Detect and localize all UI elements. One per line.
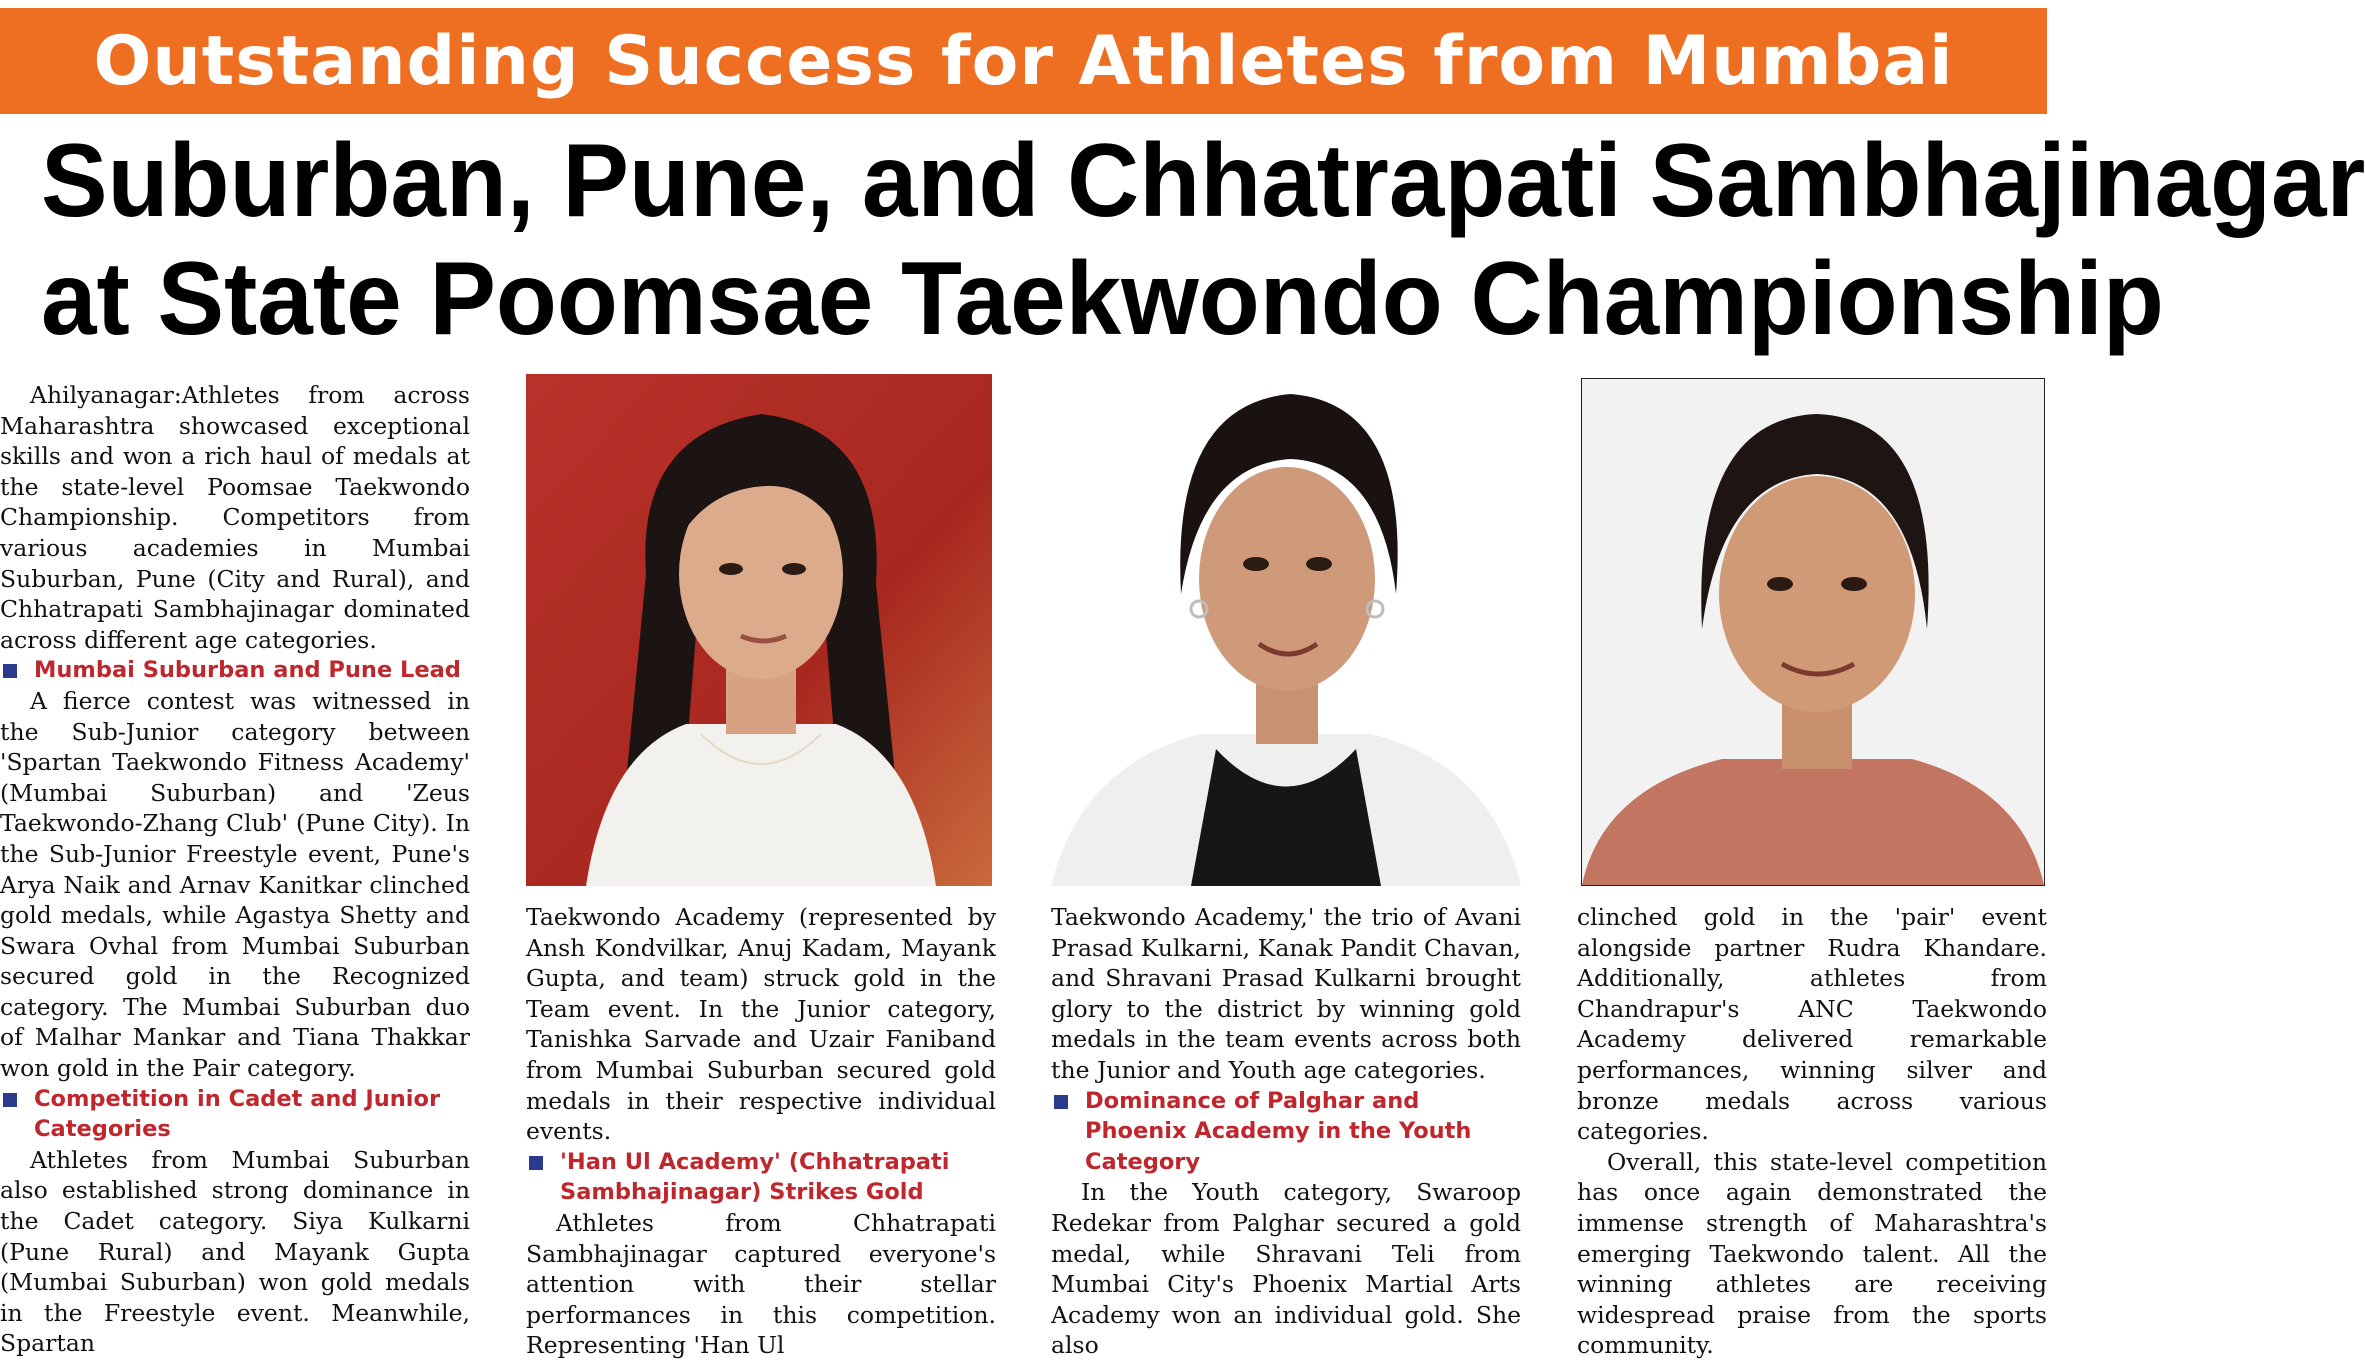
- headline: [40, 122, 2365, 358]
- subheading-han-ul-academy: 'Han Ul Academy' (Chhatrapati Sambhajinagar) Strikes Gold: [526, 1147, 996, 1208]
- article-column-3: [1051, 902, 1521, 1361]
- subheading-cadet-junior: Competition in Cadet and Junior Categories: [0, 1084, 470, 1145]
- intro-paragraph: Ahilyanagar:Athletes from across Maharashtra showcased exceptional skills and won a rich haul of medals at the state-level Poomsae Taekwondo Championship. Competitors from various academies in Mumbai Suburban, Pune (City and Rural), and Chhatrapati Sambhajinagar dominated across different age categories.: [0, 381, 470, 654]
- article-column-1: [0, 380, 470, 1359]
- article-column-2: [526, 902, 996, 1361]
- paragraph: Overall, this state-level competition has once again demonstrated the immense strength of Maharashtra's emerging Taekwondo talent. All the winning athletes are receiving widespread praise from the sports community.: [1577, 1147, 2047, 1360]
- paragraph: In the Youth category, Swaroop Redekar from Palghar secured a gold medal, while Shravani Teli from Mumbai City's Phoenix Martial Arts Academy won an individual gold. She also: [1051, 1178, 1521, 1360]
- article-column-4: [1577, 902, 2047, 1361]
- athlete-photo-3: [1581, 378, 2045, 886]
- paragraph: Athletes from Chhatrapati Sambhajinagar captured everyone's attention with their stellar performances in this competition. Representing 'Han Ul: [526, 1208, 996, 1360]
- paragraph: Athletes from Mumbai Suburban also established strong dominance in the Cadet category. Siya Kulkarni (Pune Rural) and Mayank Gupta (Mumbai Suburban) won gold medals in the Freestyle event. Meanwhile, Spartan: [0, 1145, 470, 1358]
- paragraph: clinched gold in the 'pair' event alongside partner Rudra Khandare. Additionally, athletes from Chandrapur's ANC Taekwondo Academy delivered remarkable performances, winning silver and bronze medals across various categories.: [1577, 903, 2047, 1146]
- banner-title: Outstanding Success for Athletes from Mumbai: [93, 21, 1954, 101]
- athlete-photo-2: [1051, 374, 1521, 886]
- subheading-palghar-phoenix: Dominance of Palghar and Phoenix Academy in the Youth Category: [1051, 1086, 1521, 1178]
- paragraph: A fierce contest was witnessed in the Sub-Junior category between 'Spartan Taekwondo Fitness Academy' (Mumbai Suburban) and 'Zeus Taekwondo-Zhang Club' (Pune City). In the Sub-Junior Freestyle event, Pune's Arya Naik and Arnav Kanitkar clinched gold medals, while Agastya Shetty and Swara Ovhal from Mumbai Suburban secured gold in the Recognized category. The Mumbai Suburban duo of Malhar Mankar and Tiana Thakkar won gold in the Pair category.: [0, 686, 470, 1083]
- headline-line-2: at State Poomsae Taekwondo Championship: [40, 241, 2164, 357]
- athlete-photo-1: [526, 374, 992, 886]
- paragraph: Taekwondo Academy (represented by Ansh Kondvilkar, Anuj Kadam, Mayank Gupta, and team) struck gold in the Team event. In the Junior category, Tanishka Sarvade and Uzair Faniband from Mumbai Suburban secured gold medals in their respective individual events.: [526, 903, 996, 1146]
- paragraph: Taekwondo Academy,' the trio of Avani Prasad Kulkarni, Kanak Pandit Chavan, and Shravani Prasad Kulkarni brought glory to the district by winning gold medals in the team events across both the Junior and Youth age categories.: [1051, 903, 1521, 1084]
- subheading-mumbai-pune: Mumbai Suburban and Pune Lead: [0, 655, 470, 686]
- headline-line-1: Suburban, Pune, and Chhatrapati Sambhajinagar: [40, 123, 2365, 239]
- top-banner: [0, 8, 2047, 114]
